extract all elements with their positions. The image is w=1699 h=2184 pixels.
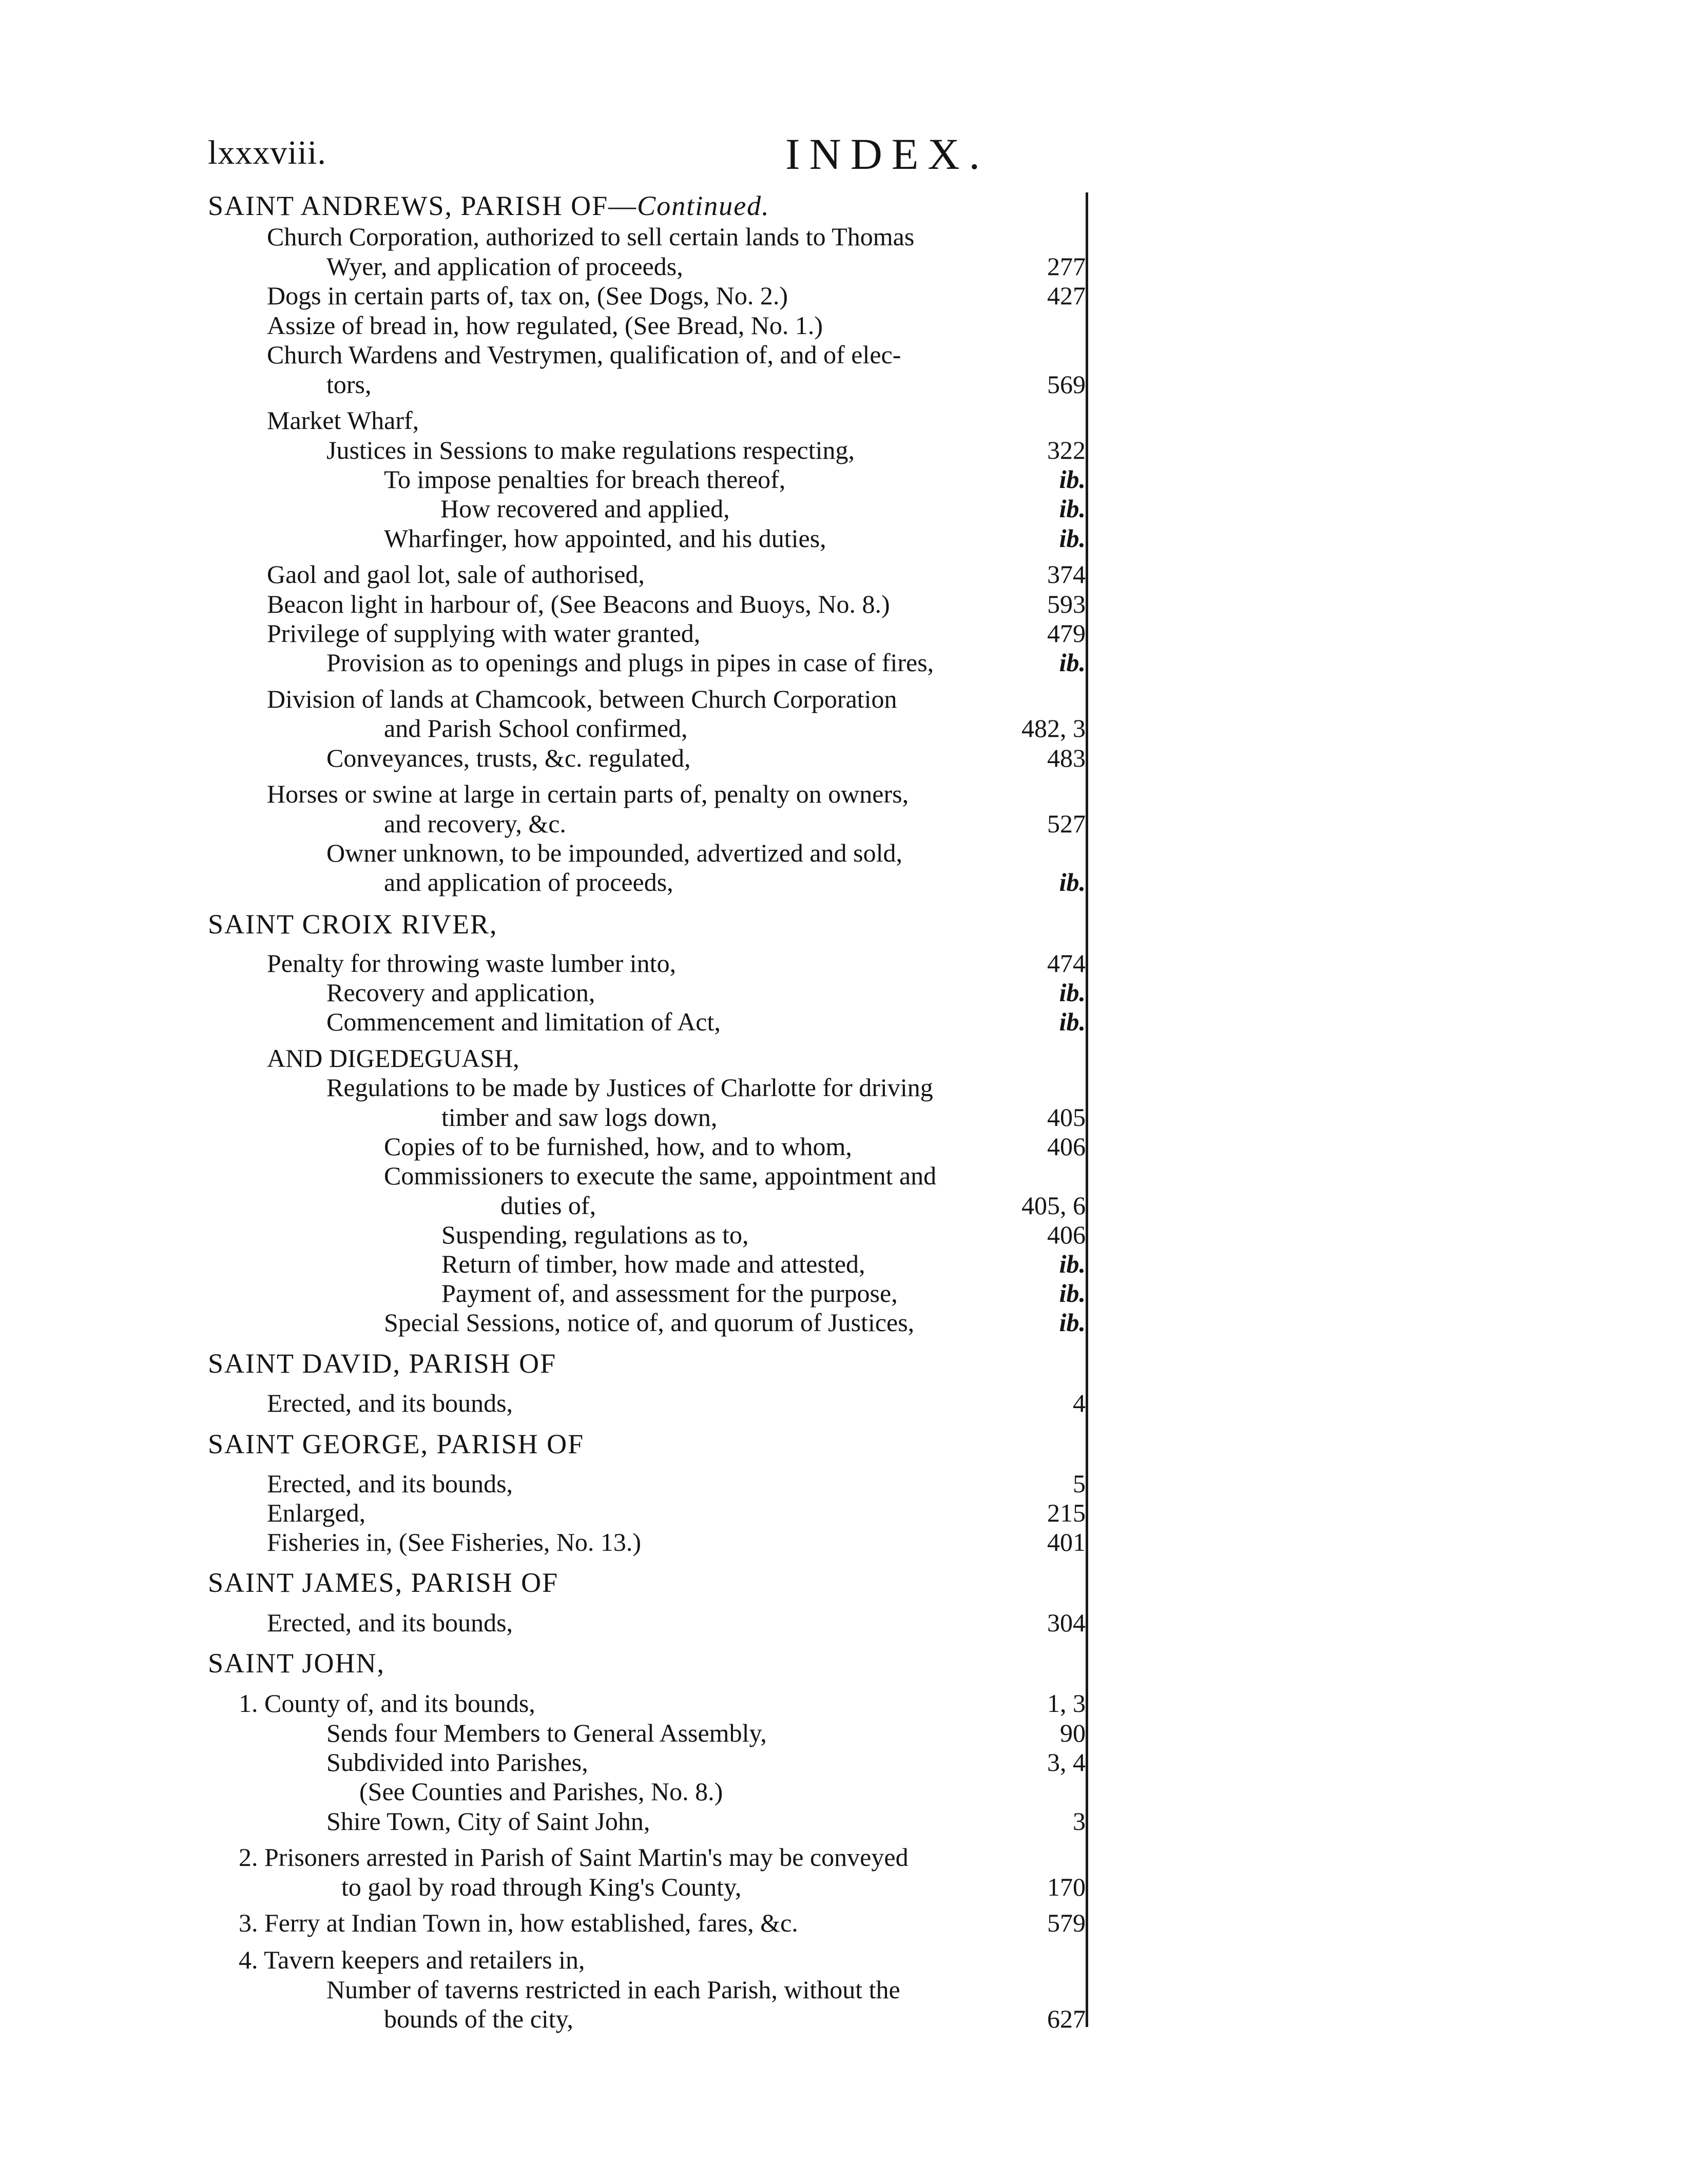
- index-heading-entry: [0, 1648, 1699, 1678]
- entry-label: Beacon light in harbour of, (See Beacons and Buoys, No. 8.): [267, 590, 890, 618]
- entry-label: SAINT DAVID, PARISH OF: [208, 1348, 557, 1379]
- index-entry: [0, 1072, 1699, 1102]
- entry-label: Provision as to openings and plugs in pipes in case of fires,: [326, 648, 934, 677]
- index-entry: [0, 1249, 1699, 1279]
- entry-label: tors,: [326, 370, 372, 399]
- entry-text: [341, 1872, 741, 1902]
- page-title: INDEX.: [785, 129, 989, 179]
- entry-text: [267, 222, 914, 251]
- index-entry: [0, 1498, 1699, 1528]
- index-entry: [0, 464, 1699, 494]
- entry-label: SAINT ANDREWS, PARISH OF—: [208, 190, 638, 221]
- entry-text: [441, 1220, 749, 1250]
- index-entry: [0, 1842, 1699, 1872]
- index-entry: [0, 1777, 1699, 1806]
- entry-page-ref: 569: [1047, 370, 1086, 399]
- entry-text: [267, 948, 676, 978]
- index-entry: [0, 948, 1699, 978]
- entry-page-ref: 1, 3: [1047, 1689, 1086, 1718]
- entry-label: Return of timber, how made and attested,: [441, 1250, 865, 1278]
- entry-label: and Parish School confirmed,: [384, 714, 688, 743]
- entry-page-ref: 483: [1047, 744, 1086, 772]
- index-entry: [0, 559, 1699, 589]
- entry-label: Market Wharf,: [267, 406, 419, 435]
- entry-label: Church Corporation, authorized to sell certain lands to Thomas: [267, 222, 915, 251]
- entry-page-ref: 593: [1047, 590, 1086, 618]
- index-heading-entry: [0, 191, 1699, 221]
- entry-page-ref: ib.: [1059, 465, 1086, 494]
- entry-text: [326, 648, 934, 677]
- entry-label: Number of taverns restricted in each Parish, without the: [326, 1975, 900, 2004]
- index-entry: [0, 1718, 1699, 1748]
- entry-text: [208, 1429, 584, 1459]
- entry-text: [326, 1747, 588, 1777]
- index-entry: [0, 618, 1699, 648]
- entry-text: [267, 340, 901, 369]
- entry-page-ref: 374: [1047, 560, 1086, 589]
- entry-page-ref: ib.: [1059, 1250, 1086, 1278]
- index-entry: [0, 1688, 1699, 1718]
- entry-label: 4. Tavern keepers and retailers in,: [239, 1945, 585, 1974]
- entry-label: Conveyances, trusts, &c. regulated,: [326, 744, 691, 772]
- index-entry: [0, 310, 1699, 340]
- entry-text: [326, 1718, 767, 1748]
- entry-page-ref: ib.: [1059, 1007, 1086, 1036]
- entry-text: [326, 743, 691, 773]
- entry-text: [267, 1469, 513, 1498]
- entry-label: Wyer, and application of proceeds,: [326, 252, 683, 281]
- index-entry: [0, 1608, 1699, 1637]
- entry-page-ref: 4: [1073, 1389, 1086, 1417]
- entry-text: [267, 281, 788, 310]
- index-entry: [0, 1806, 1699, 1836]
- entry-page-ref: 3, 4: [1047, 1748, 1086, 1777]
- entry-text: [267, 559, 645, 589]
- entry-page-ref: 482, 3: [1021, 714, 1086, 743]
- entry-page-ref: 405, 6: [1021, 1191, 1086, 1220]
- index-entry: [0, 1132, 1699, 1161]
- entry-label: duties of,: [500, 1191, 596, 1220]
- entry-text: [326, 251, 683, 281]
- entry-text: [441, 1102, 717, 1132]
- entry-text: [441, 1249, 865, 1279]
- index-entry: [0, 684, 1699, 714]
- entry-text: [359, 1777, 723, 1806]
- index-entry: [0, 589, 1699, 619]
- entry-text: [326, 1806, 650, 1836]
- entry-label: SAINT CROIX RIVER,: [208, 909, 498, 940]
- index-entry: [0, 1278, 1699, 1308]
- entry-text: [267, 1498, 365, 1528]
- entry-label: Sends four Members to General Assembly,: [326, 1719, 767, 1747]
- entry-text: [326, 1072, 933, 1102]
- entry-label: bounds of the city,: [384, 2004, 573, 2033]
- entry-text: [440, 494, 730, 523]
- entry-page-ref: 479: [1047, 619, 1086, 648]
- entry-label: Privilege of supplying with water granted,: [267, 619, 701, 648]
- entry-label: Copies of to be furnished, how, and to whom,: [384, 1132, 852, 1161]
- entry-page-ref: ib.: [1059, 1308, 1086, 1337]
- index-heading-entry: [0, 909, 1699, 939]
- entry-text: [239, 1908, 798, 1938]
- entry-label: Payment of, and assessment for the purpose,: [441, 1279, 898, 1308]
- index-entry: [0, 838, 1699, 868]
- entry-text: [267, 1388, 513, 1418]
- index-entry: [0, 523, 1699, 553]
- entry-continued: Continued.: [637, 190, 770, 221]
- entry-label: Erected, and its bounds,: [267, 1469, 513, 1498]
- index-entry: [0, 1308, 1699, 1337]
- entry-page-ref: 3: [1073, 1807, 1086, 1836]
- entry-label: Subdivided into Parishes,: [326, 1748, 588, 1777]
- entry-label: Regulations to be made by Justices of Charlotte for driving: [326, 1073, 933, 1102]
- entry-text: [267, 589, 890, 619]
- entry-page-ref: 304: [1047, 1608, 1086, 1637]
- index-entry: [0, 809, 1699, 839]
- index-entry: [0, 2004, 1699, 2034]
- entry-label: 1. County of, and its bounds,: [239, 1689, 535, 1718]
- index-entry: [0, 713, 1699, 743]
- entry-label: Commencement and limitation of Act,: [326, 1007, 721, 1036]
- entry-page-ref: 406: [1047, 1220, 1086, 1249]
- entry-label: Recovery and application,: [326, 978, 595, 1007]
- entry-text: [384, 1132, 852, 1161]
- entry-label: 2. Prisoners arrested in Parish of Saint Martin's may be conveyed: [239, 1843, 909, 1871]
- entry-label: SAINT JAMES, PARISH OF: [208, 1567, 559, 1598]
- entry-page-ref: 406: [1047, 1132, 1086, 1161]
- index-entry: [0, 1747, 1699, 1777]
- entry-text: [267, 1043, 519, 1073]
- entry-text: [384, 867, 673, 897]
- entry-text: [208, 1568, 558, 1597]
- entry-page-ref: 627: [1047, 2004, 1086, 2033]
- entry-page-ref: 427: [1047, 281, 1086, 310]
- index-entry: [0, 369, 1699, 399]
- entry-page-ref: 322: [1047, 436, 1086, 464]
- entry-label: Fisheries in, (See Fisheries, No. 13.): [267, 1528, 642, 1556]
- entry-label: SAINT GEORGE, PARISH OF: [208, 1429, 585, 1459]
- entry-page-ref: ib.: [1059, 1279, 1086, 1308]
- entry-text: [326, 1007, 721, 1037]
- entry-page-ref: 5: [1073, 1469, 1086, 1498]
- entry-text: [267, 779, 909, 809]
- index-heading-entry: [0, 1568, 1699, 1597]
- entry-label: Erected, and its bounds,: [267, 1389, 513, 1417]
- entry-page-ref: ib.: [1059, 868, 1086, 896]
- entry-text: [267, 1608, 513, 1637]
- entry-text: [267, 618, 700, 648]
- entry-label: 3. Ferry at Indian Town in, how established, fares, &c.: [239, 1908, 798, 1937]
- index-entry: [0, 405, 1699, 435]
- entry-label: Gaol and gaol lot, sale of authorised,: [267, 560, 645, 589]
- entry-page-ref: 277: [1047, 252, 1086, 281]
- index-entry: [0, 867, 1699, 897]
- entry-text: [267, 684, 897, 714]
- entry-text: [326, 369, 372, 399]
- index-heading-entry: [0, 1349, 1699, 1378]
- index-entry: [0, 281, 1699, 310]
- entry-label: Owner unknown, to be impounded, advertized and sold,: [326, 839, 902, 867]
- entry-text: [384, 523, 826, 553]
- entry-label: (See Counties and Parishes, No. 8.): [359, 1777, 723, 1806]
- index-entry: [0, 978, 1699, 1007]
- entry-page-ref: 579: [1047, 1908, 1086, 1937]
- entry-text: [384, 464, 785, 494]
- entry-text: [239, 1688, 535, 1718]
- entry-label: Wharfinger, how appointed, and his duties,: [384, 524, 826, 553]
- entry-text: [239, 1945, 585, 1975]
- entry-page-ref: 405: [1047, 1103, 1086, 1132]
- entry-page-ref: ib.: [1059, 494, 1086, 523]
- entry-label: To impose penalties for breach thereof,: [384, 465, 786, 494]
- entry-text: [326, 838, 902, 868]
- entry-label: Horses or swine at large in certain parts of, penalty on owners,: [267, 779, 909, 808]
- entry-text: [326, 1975, 900, 2004]
- entry-text: [208, 909, 498, 939]
- index-entry: [0, 1191, 1699, 1220]
- entry-text: [441, 1278, 898, 1308]
- entry-text: [500, 1191, 596, 1220]
- entry-label: Commissioners to execute the same, appointment and: [384, 1161, 937, 1190]
- index-entry: [0, 1975, 1699, 2004]
- entry-label: Suspending, regulations as to,: [441, 1220, 749, 1249]
- index-entry: [0, 1220, 1699, 1250]
- entry-text: [384, 809, 566, 839]
- entry-label: Penalty for throwing waste lumber into,: [267, 949, 677, 978]
- entry-text: [267, 1527, 641, 1557]
- entry-label: Assize of bread in, how regulated, (See Bread, No. 1.): [267, 311, 823, 340]
- index-entry: [0, 1945, 1699, 1975]
- index-entry: [0, 1527, 1699, 1557]
- entry-page-ref: 170: [1047, 1873, 1086, 1901]
- entry-text: [326, 435, 855, 465]
- entry-label: Justices in Sessions to make regulations respecting,: [326, 436, 855, 464]
- entry-label: How recovered and applied,: [440, 494, 730, 523]
- entry-page-ref: 215: [1047, 1498, 1086, 1527]
- entry-text: [384, 713, 688, 743]
- page-number: lxxxviii.: [208, 134, 326, 171]
- entry-text: [208, 1648, 385, 1678]
- index-entry: [0, 743, 1699, 773]
- entry-text: [267, 310, 823, 340]
- entry-page-ref: 401: [1047, 1528, 1086, 1556]
- entry-label: and recovery, &c.: [384, 809, 566, 838]
- index-entry: [0, 1872, 1699, 1902]
- entry-text: [384, 1161, 936, 1191]
- entry-label: SAINT JOHN,: [208, 1648, 385, 1679]
- entry-text: [326, 978, 595, 1007]
- index-entry: [0, 1908, 1699, 1938]
- entry-page-ref: ib.: [1059, 524, 1086, 553]
- entry-label: Erected, and its bounds,: [267, 1608, 513, 1637]
- index-entry: [0, 648, 1699, 677]
- entry-text: [208, 191, 770, 221]
- index-entry: [0, 1043, 1699, 1073]
- entry-page-ref: ib.: [1059, 978, 1086, 1007]
- entry-label: Church Wardens and Vestrymen, qualification of, and of elec-: [267, 340, 901, 369]
- index-entry: [0, 1161, 1699, 1191]
- index-entry: [0, 779, 1699, 809]
- entry-label: Dogs in certain parts of, tax on, (See Dogs, No. 2.): [267, 281, 788, 310]
- index-entry: [0, 222, 1699, 251]
- index-entry: [0, 1007, 1699, 1037]
- entry-label: AND DIGEDEGUASH,: [267, 1044, 519, 1072]
- index-entry: [0, 1388, 1699, 1418]
- index-heading-entry: [0, 1429, 1699, 1459]
- index-entry: [0, 1102, 1699, 1132]
- entry-text: [384, 2004, 573, 2034]
- entry-text: [239, 1842, 909, 1872]
- index-entry: [0, 435, 1699, 465]
- entry-page-ref: ib.: [1059, 648, 1086, 677]
- entry-label: to gaol by road through King's County,: [341, 1873, 742, 1901]
- entry-label: Special Sessions, notice of, and quorum of Justices,: [384, 1308, 915, 1337]
- index-entry: [0, 1469, 1699, 1498]
- entry-label: Shire Town, City of Saint John,: [326, 1807, 650, 1836]
- entry-page-ref: 90: [1060, 1719, 1086, 1747]
- entry-text: [267, 405, 419, 435]
- entry-text: [208, 1349, 556, 1378]
- index-entry: [0, 494, 1699, 523]
- entry-label: timber and saw logs down,: [441, 1103, 718, 1132]
- entry-text: [384, 1308, 914, 1337]
- index-entry: [0, 340, 1699, 369]
- entry-label: Division of lands at Chamcook, between Church Corporation: [267, 685, 897, 713]
- entry-page-ref: 474: [1047, 949, 1086, 978]
- entry-label: Enlarged,: [267, 1498, 366, 1527]
- entry-label: and application of proceeds,: [384, 868, 673, 896]
- entry-page-ref: 527: [1047, 809, 1086, 838]
- index-entry: [0, 251, 1699, 281]
